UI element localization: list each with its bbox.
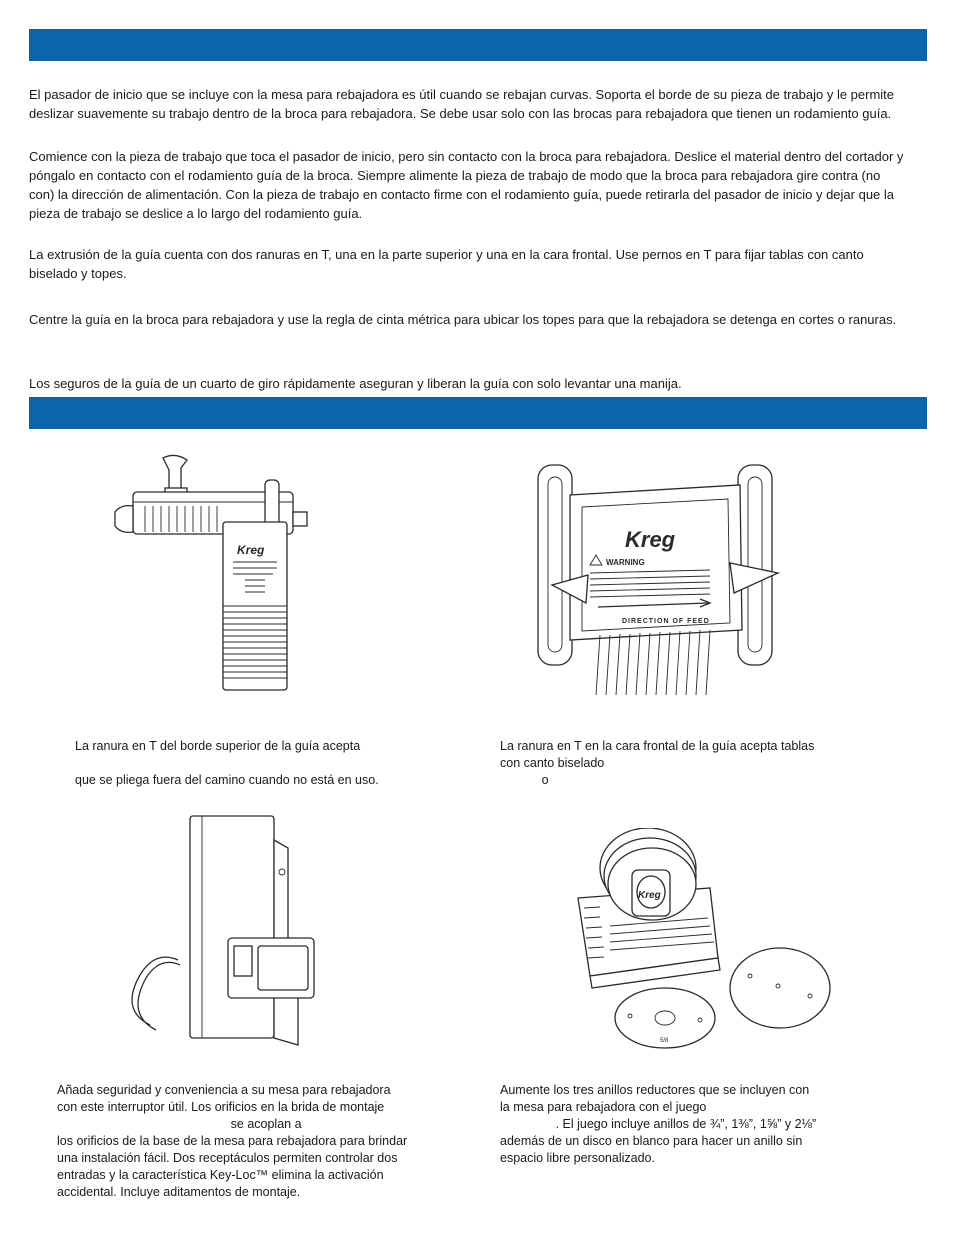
- featherboard-illustration: [530, 455, 800, 715]
- kreg-logo: Kreg: [237, 543, 265, 557]
- paragraph-fence-t-slots: La extrusión de la guía cuenta con dos ranuras en T, una en la parte superior y una en la cara frontal. Use pernos en T para fijar tablas con canto biselado y topes.: [29, 247, 864, 281]
- paragraph-starter-pin-usage: Comience con la pieza de trabajo que toca el pasador de inicio, pero sin contacto con la broca para rebajadora. Deslice el material dentro del cortador y póngalo en contacto con el rodamiento guía de la broca. Siempre alimente la pieza de trabajo de modo que la broca para rebajadora gire contra (no con) la dirección de alimentación. Con la pieza de trabajo en contacto firme con el rodamiento guía, puede retirarla del pasador de inicio y dejar que la pieza de trabajo se deslice a lo largo del rodamiento guía.: [29, 149, 904, 221]
- direction-label: DIRECTION OF FEED: [622, 618, 710, 625]
- caption-switch: Añada seguridad y conveniencia a su mesa para rebajadora con este interruptor útil. Los orificios en la brida de montaje se acoplan a los orificios de la base de la mesa para rebajadora para brindar una instalación fácil. Dos receptáculos permiten controlar dos entradas y la característica Key-Loc™ elimina la activación accidental. Incluye aditamentos de montaje.: [57, 1083, 408, 1199]
- caption-flip-stop: La ranura en T del borde superior de la guía acepta que se pliega fuera del camino cuando no está en uso.: [75, 739, 379, 787]
- kreg-logo-ring: Kreg: [638, 890, 661, 901]
- flip-stop-illustration: [105, 450, 325, 695]
- paragraph-fence-tape: Centre la guía en la broca para rebajadora y use la regla de cinta métrica para ubicar los topes para que la rebajadora se detenga en cortes o ranuras.: [29, 312, 897, 327]
- section-header-bar-accessories: [29, 397, 927, 429]
- switch-illustration: [120, 810, 320, 1060]
- paragraph-fence-locks: Los seguros de la guía de un cuarto de giro rápidamente aseguran y liberan la guía con solo levantar una manija.: [29, 376, 682, 391]
- caption-featherboard: La ranura en T en la cara frontal de la guía acepta tablas con canto biselado o: [500, 739, 815, 787]
- kreg-logo-featherboard: Kreg: [625, 527, 676, 552]
- section-header-bar-top: [29, 29, 927, 61]
- warning-label: WARNING: [606, 558, 645, 567]
- insert-rings-illustration: [570, 828, 850, 1058]
- ring-size-label: 5/8: [660, 1038, 669, 1044]
- paragraph-starter-pin: El pasador de inicio que se incluye con la mesa para rebajadora es útil cuando se rebajan curvas. Soporta el borde de su pieza de trabajo y le permite deslizar suavemente su trabajo dentro de la broca para rebajadora. Se debe usar solo con las brocas para rebajadora que tienen un rodamiento guía.: [29, 87, 895, 121]
- caption-insert-rings: Aumente los tres anillos reductores que se incluyen con la mesa para rebajadora con el juego . El juego incluye anillos de ¾”, 1⅜”, 1⅝” y 2⅛” además de un disco en blanco para hacer un anillo sin espacio libre personalizado.: [500, 1083, 817, 1165]
